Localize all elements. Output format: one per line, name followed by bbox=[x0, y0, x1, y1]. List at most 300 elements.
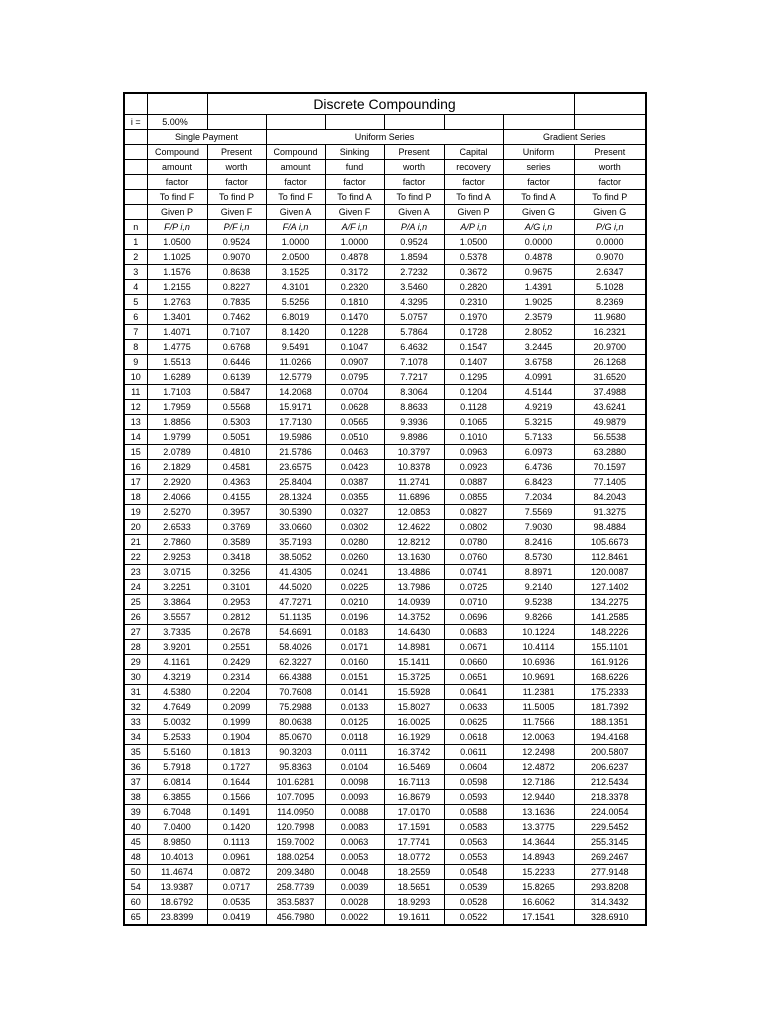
factor-cell: 4.0991 bbox=[503, 370, 574, 385]
factor-cell: 10.6936 bbox=[503, 655, 574, 670]
factor-cell: 0.0528 bbox=[444, 895, 503, 910]
factor-cell: 0.1566 bbox=[207, 790, 266, 805]
factor-cell: 0.0565 bbox=[325, 415, 384, 430]
factor-cell: 0.1547 bbox=[444, 340, 503, 355]
factor-cell: 12.2498 bbox=[503, 745, 574, 760]
table-row bbox=[124, 880, 646, 895]
factor-cell: 0.0196 bbox=[325, 610, 384, 625]
factor-cell: 0.0725 bbox=[444, 580, 503, 595]
factor-cell: 7.7217 bbox=[384, 370, 444, 385]
header-cell: To find F bbox=[147, 190, 207, 205]
factor-cell: 277.9148 bbox=[574, 865, 646, 880]
rate-value: 5.00% bbox=[147, 115, 207, 130]
factor-cell: 1.3401 bbox=[147, 310, 207, 325]
table-row bbox=[124, 655, 646, 670]
factor-cell: 134.2275 bbox=[574, 595, 646, 610]
factor-cell: 95.8363 bbox=[266, 760, 325, 775]
period-cell: 34 bbox=[124, 730, 147, 745]
period-cell: 24 bbox=[124, 580, 147, 595]
factor-cell: 14.2068 bbox=[266, 385, 325, 400]
factor-cell: 16.3742 bbox=[384, 745, 444, 760]
factor-cell: 456.7980 bbox=[266, 910, 325, 926]
factor-cell: 9.3936 bbox=[384, 415, 444, 430]
factor-cell: 0.2320 bbox=[325, 280, 384, 295]
factor-cell: 9.8266 bbox=[503, 610, 574, 625]
factor-cell: 269.2467 bbox=[574, 850, 646, 865]
factor-cell: 0.1420 bbox=[207, 820, 266, 835]
period-cell: 6 bbox=[124, 310, 147, 325]
factor-cell: 0.0628 bbox=[325, 400, 384, 415]
period-cell: 48 bbox=[124, 850, 147, 865]
factor-cell: 0.1228 bbox=[325, 325, 384, 340]
table-row bbox=[124, 895, 646, 910]
header-cell bbox=[124, 160, 147, 175]
table-row bbox=[124, 835, 646, 850]
factor-cell: 0.0710 bbox=[444, 595, 503, 610]
factor-cell: 25.8404 bbox=[266, 475, 325, 490]
factor-symbol: A/F i,n bbox=[325, 220, 384, 235]
header-cell: Present bbox=[207, 145, 266, 160]
title-row bbox=[124, 93, 646, 115]
factor-cell: 0.0000 bbox=[574, 235, 646, 250]
header-cell: Given P bbox=[147, 205, 207, 220]
factor-cell: 5.3215 bbox=[503, 415, 574, 430]
factor-cell: 8.2369 bbox=[574, 295, 646, 310]
period-cell: 39 bbox=[124, 805, 147, 820]
period-cell: 8 bbox=[124, 340, 147, 355]
factor-cell: 0.5568 bbox=[207, 400, 266, 415]
factor-cell: 0.2678 bbox=[207, 625, 266, 640]
factor-cell: 0.0039 bbox=[325, 880, 384, 895]
factor-cell: 1.6289 bbox=[147, 370, 207, 385]
factor-cell: 7.1078 bbox=[384, 355, 444, 370]
factor-cell: 0.3769 bbox=[207, 520, 266, 535]
factor-cell: 58.4026 bbox=[266, 640, 325, 655]
table-row bbox=[124, 400, 646, 415]
factor-cell: 0.0548 bbox=[444, 865, 503, 880]
factor-cell: 5.0757 bbox=[384, 310, 444, 325]
factor-cell: 5.0032 bbox=[147, 715, 207, 730]
table-row bbox=[124, 820, 646, 835]
factor-cell: 14.3644 bbox=[503, 835, 574, 850]
table-row bbox=[124, 865, 646, 880]
factor-cell: 18.6792 bbox=[147, 895, 207, 910]
factor-cell: 21.5786 bbox=[266, 445, 325, 460]
factor-cell: 0.0387 bbox=[325, 475, 384, 490]
factor-cell: 2.1829 bbox=[147, 460, 207, 475]
factor-cell: 0.2314 bbox=[207, 670, 266, 685]
factor-cell: 148.2226 bbox=[574, 625, 646, 640]
table-row bbox=[124, 280, 646, 295]
factor-cell: 41.4305 bbox=[266, 565, 325, 580]
factor-cell: 10.4013 bbox=[147, 850, 207, 865]
factor-cell: 8.8633 bbox=[384, 400, 444, 415]
factor-cell: 13.9387 bbox=[147, 880, 207, 895]
factor-cell: 26.1268 bbox=[574, 355, 646, 370]
factor-cell: 10.9691 bbox=[503, 670, 574, 685]
period-cell: 10 bbox=[124, 370, 147, 385]
period-cell: 60 bbox=[124, 895, 147, 910]
table-row bbox=[124, 475, 646, 490]
factor-cell: 0.0795 bbox=[325, 370, 384, 385]
factor-cell: 7.2034 bbox=[503, 490, 574, 505]
factor-cell: 0.2551 bbox=[207, 640, 266, 655]
factor-cell: 5.7918 bbox=[147, 760, 207, 775]
factor-cell: 0.4810 bbox=[207, 445, 266, 460]
period-cell: 7 bbox=[124, 325, 147, 340]
factor-cell: 0.0827 bbox=[444, 505, 503, 520]
factor-cell: 0.0133 bbox=[325, 700, 384, 715]
header-cell: factor bbox=[574, 175, 646, 190]
table-row bbox=[124, 565, 646, 580]
factor-cell: 0.1065 bbox=[444, 415, 503, 430]
factor-cell: 0.1047 bbox=[325, 340, 384, 355]
factor-cell: 17.1541 bbox=[503, 910, 574, 926]
factor-cell: 38.5052 bbox=[266, 550, 325, 565]
factor-cell: 0.0887 bbox=[444, 475, 503, 490]
factor-cell: 0.6139 bbox=[207, 370, 266, 385]
factor-cell: 23.8399 bbox=[147, 910, 207, 926]
factor-cell: 6.4736 bbox=[503, 460, 574, 475]
factor-cell: 0.0563 bbox=[444, 835, 503, 850]
factor-cell: 0.5847 bbox=[207, 385, 266, 400]
table-row bbox=[124, 250, 646, 265]
header-row bbox=[124, 175, 646, 190]
factor-cell: 0.8638 bbox=[207, 265, 266, 280]
factor-cell: 229.5452 bbox=[574, 820, 646, 835]
period-cell: 2 bbox=[124, 250, 147, 265]
header-cell: worth bbox=[574, 160, 646, 175]
factor-cell: 0.0593 bbox=[444, 790, 503, 805]
factor-cell: 10.1224 bbox=[503, 625, 574, 640]
factor-cell: 0.0098 bbox=[325, 775, 384, 790]
factor-cell: 0.1644 bbox=[207, 775, 266, 790]
factor-cell: 0.2099 bbox=[207, 700, 266, 715]
period-cell: 45 bbox=[124, 835, 147, 850]
factor-cell: 0.3101 bbox=[207, 580, 266, 595]
factor-cell: 3.5460 bbox=[384, 280, 444, 295]
header-cell: worth bbox=[207, 160, 266, 175]
factor-cell: 6.4632 bbox=[384, 340, 444, 355]
factor-cell: 17.7130 bbox=[266, 415, 325, 430]
period-cell: 15 bbox=[124, 445, 147, 460]
factor-cell: 2.9253 bbox=[147, 550, 207, 565]
factor-cell: 107.7095 bbox=[266, 790, 325, 805]
header-cell: worth bbox=[384, 160, 444, 175]
factor-cell: 6.0973 bbox=[503, 445, 574, 460]
factor-cell: 0.7107 bbox=[207, 325, 266, 340]
compounding-table bbox=[123, 92, 647, 926]
factor-cell: 168.6226 bbox=[574, 670, 646, 685]
table-row bbox=[124, 265, 646, 280]
factor-cell: 8.5730 bbox=[503, 550, 574, 565]
factor-cell: 0.2953 bbox=[207, 595, 266, 610]
factor-cell: 15.5928 bbox=[384, 685, 444, 700]
factor-cell: 35.7193 bbox=[266, 535, 325, 550]
factor-cell: 0.4581 bbox=[207, 460, 266, 475]
header-cell: Sinking bbox=[325, 145, 384, 160]
factor-cell: 0.1010 bbox=[444, 430, 503, 445]
factor-cell: 28.1324 bbox=[266, 490, 325, 505]
factor-cell: 2.7232 bbox=[384, 265, 444, 280]
factor-cell: 0.6446 bbox=[207, 355, 266, 370]
period-cell: 11 bbox=[124, 385, 147, 400]
table-row bbox=[124, 700, 646, 715]
factor-cell: 0.0125 bbox=[325, 715, 384, 730]
factor-cell: 120.0087 bbox=[574, 565, 646, 580]
factor-cell: 1.0500 bbox=[147, 235, 207, 250]
factor-cell: 1.4775 bbox=[147, 340, 207, 355]
header-cell: To find P bbox=[384, 190, 444, 205]
factor-cell: 11.5005 bbox=[503, 700, 574, 715]
header-row bbox=[124, 205, 646, 220]
factor-cell: 16.5469 bbox=[384, 760, 444, 775]
factor-cell: 0.2429 bbox=[207, 655, 266, 670]
factor-cell: 0.0355 bbox=[325, 490, 384, 505]
factor-cell: 16.0025 bbox=[384, 715, 444, 730]
factor-cell: 15.2233 bbox=[503, 865, 574, 880]
factor-cell: 15.1411 bbox=[384, 655, 444, 670]
factor-cell: 2.0789 bbox=[147, 445, 207, 460]
factor-cell: 194.4168 bbox=[574, 730, 646, 745]
header-cell: Present bbox=[384, 145, 444, 160]
header-cell: recovery bbox=[444, 160, 503, 175]
factor-cell: 0.0961 bbox=[207, 850, 266, 865]
factor-cell: 0.0671 bbox=[444, 640, 503, 655]
factor-cell: 43.6241 bbox=[574, 400, 646, 415]
factor-cell: 8.9850 bbox=[147, 835, 207, 850]
factor-cell: 0.0539 bbox=[444, 880, 503, 895]
factor-cell: 2.3579 bbox=[503, 310, 574, 325]
factor-cell: 4.5380 bbox=[147, 685, 207, 700]
factor-cell: 0.0241 bbox=[325, 565, 384, 580]
factor-cell: 0.0553 bbox=[444, 850, 503, 865]
header-cell: To find A bbox=[325, 190, 384, 205]
factor-cell: 80.0638 bbox=[266, 715, 325, 730]
factor-cell: 11.7566 bbox=[503, 715, 574, 730]
period-cell: 54 bbox=[124, 880, 147, 895]
factor-cell: 16.6062 bbox=[503, 895, 574, 910]
factor-cell: 0.0780 bbox=[444, 535, 503, 550]
factor-cell: 14.3752 bbox=[384, 610, 444, 625]
factor-cell: 98.4884 bbox=[574, 520, 646, 535]
factor-cell: 3.1525 bbox=[266, 265, 325, 280]
factor-cell: 4.3219 bbox=[147, 670, 207, 685]
table-row bbox=[124, 535, 646, 550]
header-cell bbox=[124, 175, 147, 190]
factor-cell: 1.2763 bbox=[147, 295, 207, 310]
factor-cell: 19.5986 bbox=[266, 430, 325, 445]
period-cell: 23 bbox=[124, 565, 147, 580]
factor-cell: 6.8423 bbox=[503, 475, 574, 490]
symbol-row bbox=[124, 220, 646, 235]
factor-cell: 1.2155 bbox=[147, 280, 207, 295]
factor-cell: 5.5256 bbox=[266, 295, 325, 310]
factor-cell: 12.9440 bbox=[503, 790, 574, 805]
factor-cell: 0.3418 bbox=[207, 550, 266, 565]
table-row bbox=[124, 520, 646, 535]
header-cell: Given A bbox=[266, 205, 325, 220]
factor-cell: 15.3725 bbox=[384, 670, 444, 685]
period-cell: 29 bbox=[124, 655, 147, 670]
factor-cell: 353.5837 bbox=[266, 895, 325, 910]
header-cell: Capital bbox=[444, 145, 503, 160]
table-row bbox=[124, 745, 646, 760]
factor-cell: 9.5238 bbox=[503, 595, 574, 610]
factor-cell: 16.8679 bbox=[384, 790, 444, 805]
factor-cell: 0.0302 bbox=[325, 520, 384, 535]
factor-cell: 0.0141 bbox=[325, 685, 384, 700]
factor-cell: 0.0583 bbox=[444, 820, 503, 835]
header-cell: factor bbox=[503, 175, 574, 190]
factor-cell: 188.0254 bbox=[266, 850, 325, 865]
factor-cell: 0.3589 bbox=[207, 535, 266, 550]
factor-cell: 0.1470 bbox=[325, 310, 384, 325]
factor-symbol: P/F i,n bbox=[207, 220, 266, 235]
factor-cell: 181.7392 bbox=[574, 700, 646, 715]
factor-cell: 155.1101 bbox=[574, 640, 646, 655]
table-row bbox=[124, 850, 646, 865]
table-row bbox=[124, 445, 646, 460]
factor-cell: 0.0280 bbox=[325, 535, 384, 550]
factor-cell: 10.4114 bbox=[503, 640, 574, 655]
factor-cell: 0.1204 bbox=[444, 385, 503, 400]
factor-cell: 255.3145 bbox=[574, 835, 646, 850]
table-row bbox=[124, 310, 646, 325]
factor-cell: 3.2445 bbox=[503, 340, 574, 355]
factor-cell: 63.2880 bbox=[574, 445, 646, 460]
factor-cell: 0.0618 bbox=[444, 730, 503, 745]
factor-cell: 18.2559 bbox=[384, 865, 444, 880]
factor-cell: 161.9126 bbox=[574, 655, 646, 670]
factor-cell: 4.1161 bbox=[147, 655, 207, 670]
factor-cell: 0.0225 bbox=[325, 580, 384, 595]
header-cell: factor bbox=[444, 175, 503, 190]
factor-cell: 141.2585 bbox=[574, 610, 646, 625]
factor-cell: 56.5538 bbox=[574, 430, 646, 445]
factor-cell: 91.3275 bbox=[574, 505, 646, 520]
factor-cell: 314.3432 bbox=[574, 895, 646, 910]
factor-cell: 15.8027 bbox=[384, 700, 444, 715]
period-cell: 5 bbox=[124, 295, 147, 310]
factor-cell: 10.8378 bbox=[384, 460, 444, 475]
factor-cell: 0.0625 bbox=[444, 715, 503, 730]
period-cell: 37 bbox=[124, 775, 147, 790]
factor-cell: 0.9070 bbox=[574, 250, 646, 265]
factor-cell: 0.0633 bbox=[444, 700, 503, 715]
factor-cell: 44.5020 bbox=[266, 580, 325, 595]
factor-cell: 0.0760 bbox=[444, 550, 503, 565]
header-cell: Given G bbox=[503, 205, 574, 220]
factor-cell: 0.2204 bbox=[207, 685, 266, 700]
factor-cell: 206.6237 bbox=[574, 760, 646, 775]
factor-cell: 14.6430 bbox=[384, 625, 444, 640]
factor-cell: 2.6347 bbox=[574, 265, 646, 280]
factor-cell: 30.5390 bbox=[266, 505, 325, 520]
table-row bbox=[124, 505, 646, 520]
factor-cell: 2.0500 bbox=[266, 250, 325, 265]
factor-cell: 1.1576 bbox=[147, 265, 207, 280]
factor-symbol: A/G i,n bbox=[503, 220, 574, 235]
factor-cell: 0.0118 bbox=[325, 730, 384, 745]
factor-cell: 12.8212 bbox=[384, 535, 444, 550]
period-cell: 19 bbox=[124, 505, 147, 520]
factor-cell: 17.0170 bbox=[384, 805, 444, 820]
factor-cell: 11.2741 bbox=[384, 475, 444, 490]
factor-cell: 0.4363 bbox=[207, 475, 266, 490]
factor-cell: 0.3672 bbox=[444, 265, 503, 280]
factor-cell: 0.3256 bbox=[207, 565, 266, 580]
table-row bbox=[124, 625, 646, 640]
period-cell: 22 bbox=[124, 550, 147, 565]
factor-cell: 5.7864 bbox=[384, 325, 444, 340]
factor-cell: 12.0063 bbox=[503, 730, 574, 745]
header-cell: To find A bbox=[503, 190, 574, 205]
factor-cell: 70.1597 bbox=[574, 460, 646, 475]
factor-cell: 0.0028 bbox=[325, 895, 384, 910]
header-cell: To find A bbox=[444, 190, 503, 205]
period-cell: 20 bbox=[124, 520, 147, 535]
factor-cell: 0.1295 bbox=[444, 370, 503, 385]
factor-cell: 127.1402 bbox=[574, 580, 646, 595]
factor-cell: 0.5051 bbox=[207, 430, 266, 445]
factor-cell: 0.0604 bbox=[444, 760, 503, 775]
period-cell: 9 bbox=[124, 355, 147, 370]
factor-cell: 20.9700 bbox=[574, 340, 646, 355]
header-cell: Given A bbox=[384, 205, 444, 220]
table-row bbox=[124, 595, 646, 610]
factor-cell: 8.3064 bbox=[384, 385, 444, 400]
factor-cell: 0.0741 bbox=[444, 565, 503, 580]
period-cell: 38 bbox=[124, 790, 147, 805]
group-single-payment: Single Payment bbox=[147, 130, 266, 145]
factor-cell: 6.7048 bbox=[147, 805, 207, 820]
factor-cell: 7.9030 bbox=[503, 520, 574, 535]
table-row bbox=[124, 715, 646, 730]
factor-cell: 90.3203 bbox=[266, 745, 325, 760]
factor-cell: 13.4886 bbox=[384, 565, 444, 580]
table-row bbox=[124, 490, 646, 505]
factor-cell: 18.5651 bbox=[384, 880, 444, 895]
header-cell: To find F bbox=[266, 190, 325, 205]
header-cell bbox=[124, 205, 147, 220]
factor-cell: 12.0853 bbox=[384, 505, 444, 520]
factor-cell: 2.8052 bbox=[503, 325, 574, 340]
factor-cell: 0.0022 bbox=[325, 910, 384, 926]
factor-cell: 0.4878 bbox=[503, 250, 574, 265]
rate-label: i = bbox=[124, 115, 147, 130]
header-cell: factor bbox=[207, 175, 266, 190]
period-cell: 13 bbox=[124, 415, 147, 430]
factor-cell: 6.3855 bbox=[147, 790, 207, 805]
factor-cell: 75.2988 bbox=[266, 700, 325, 715]
factor-cell: 0.1128 bbox=[444, 400, 503, 415]
factor-cell: 70.7608 bbox=[266, 685, 325, 700]
factor-cell: 0.0111 bbox=[325, 745, 384, 760]
factor-cell: 0.6768 bbox=[207, 340, 266, 355]
factor-cell: 0.0183 bbox=[325, 625, 384, 640]
factor-cell: 4.3295 bbox=[384, 295, 444, 310]
factor-cell: 224.0054 bbox=[574, 805, 646, 820]
factor-cell: 0.9524 bbox=[384, 235, 444, 250]
factor-cell: 3.7335 bbox=[147, 625, 207, 640]
factor-cell: 85.0670 bbox=[266, 730, 325, 745]
factor-cell: 5.1028 bbox=[574, 280, 646, 295]
factor-cell: 11.2381 bbox=[503, 685, 574, 700]
period-cell: 28 bbox=[124, 640, 147, 655]
factor-cell: 1.1025 bbox=[147, 250, 207, 265]
factor-cell: 0.9070 bbox=[207, 250, 266, 265]
